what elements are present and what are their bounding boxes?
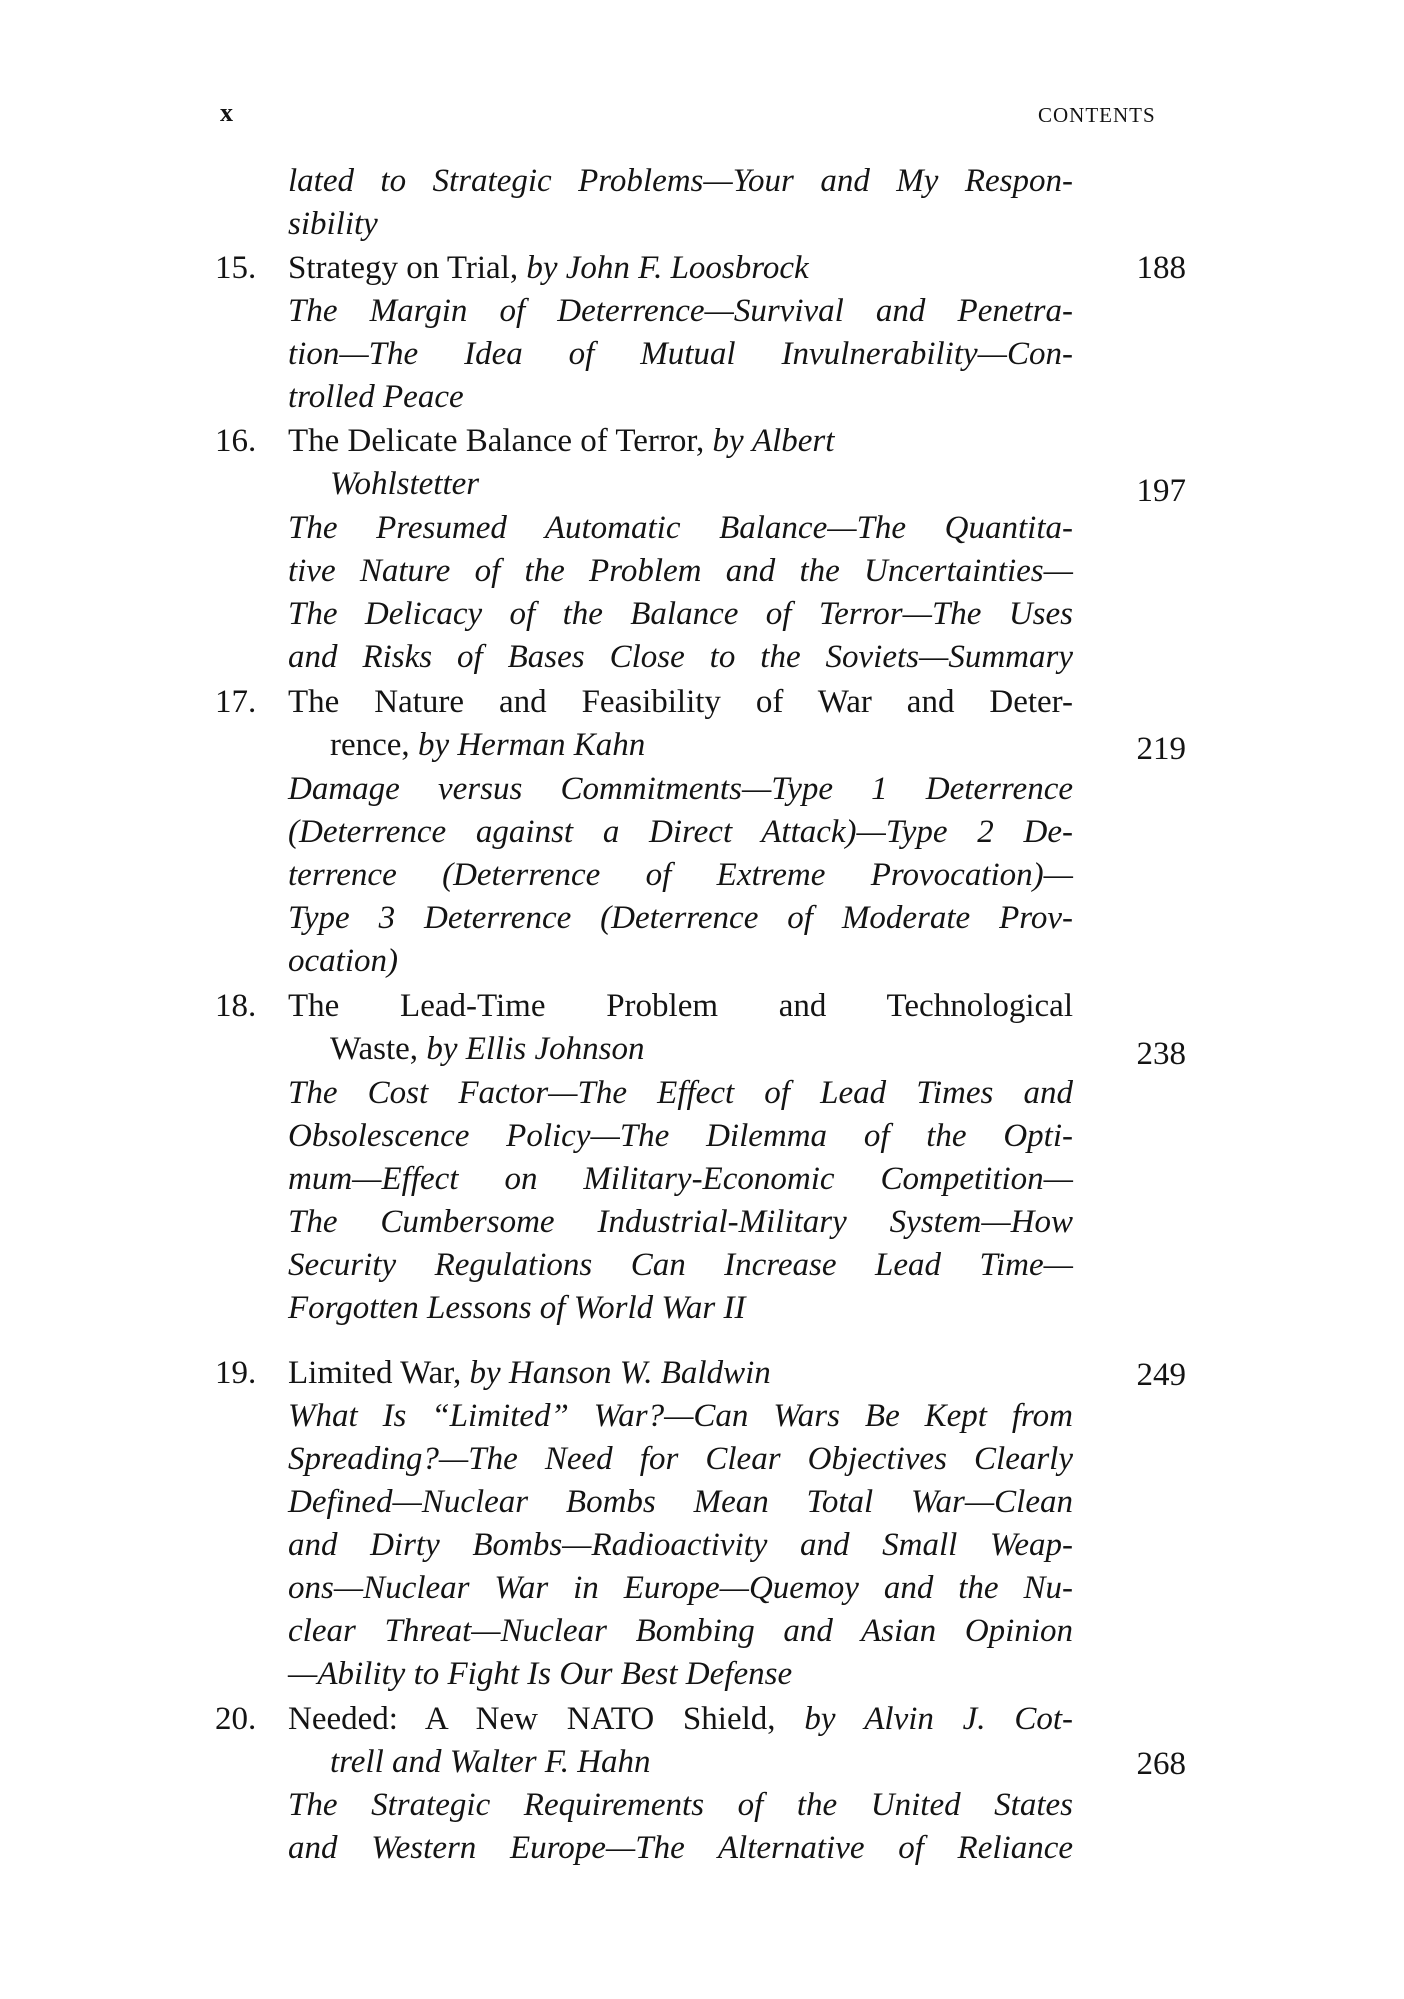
entry-summary-line: ons—Nuclear War in Europe—Quemoy and the Nu- [288,1570,1073,1606]
entry-19-page: 249 [1136,1357,1186,1393]
entry-summary-line: The Cost Factor—The Effect of Lead Times and [288,1075,1073,1111]
entry-title: Strategy on Trial, [288,250,519,286]
entry-16-number: 16. [215,423,257,459]
entry-15-number: 15. [215,250,257,286]
entry-17-title-line-1: The Nature and Feasibility of War and Deter- [288,684,1073,720]
entry-summary-line: The Margin of Deterrence—Survival and Penetra- [288,293,1073,329]
entry-15-page: 188 [1136,250,1186,286]
entry-summary-line: (Deterrence against a Direct Attack)—Type 2 De- [288,814,1073,850]
entry-20-heading [288,1698,1073,1741]
entry-summary-line: terrence (Deterrence of Extreme Provocation)— [288,857,1073,893]
entry-summary-line: Defined—Nuclear Bombs Mean Total War—Clean [288,1484,1073,1520]
entry-author: Albert [751,423,835,459]
entry-16-author-cont: Wohlstetter [330,466,480,502]
entry-20-number: 20. [215,1701,257,1737]
entry-18-number: 18. [215,988,257,1024]
entry-18-title-line-1: The Lead-Time Problem and Technological [288,988,1073,1024]
entry-author: Herman Kahn [457,727,646,763]
entry-summary-line: mum—Effect on Military-Economic Competition— [288,1161,1073,1197]
entry-title: The Delicate Balance of Terror, [288,423,705,459]
entry-15-heading [288,247,1073,290]
entry-17-page: 219 [1136,731,1186,767]
entry-author: John F. Loosbrock [565,250,809,286]
entry-19-number: 19. [215,1355,257,1391]
entry-17-number: 17. [215,684,257,720]
entry-summary-line: tive Nature of the Problem and the Uncertainties— [288,553,1073,589]
continuation-line-1: lated to Strategic Problems—Your and My Respon- [288,163,1073,199]
entry-by: by [804,1701,836,1737]
entry-summary-line: and Western Europe—The Alternative of Reliance [288,1830,1073,1866]
entry-title: Waste, [330,1031,419,1067]
entry-summary-line: The Delicacy of the Balance of Terror—The Uses [288,596,1073,632]
entry-17-heading-cont [330,724,1073,767]
entry-summary-line: clear Threat—Nuclear Bombing and Asian Opinion [288,1613,1073,1649]
entry-author: Ellis Johnson [465,1031,645,1067]
entry-author: Hanson W. Baldwin [508,1355,771,1391]
entry-summary-line: Obsolescence Policy—The Dilemma of the Opti- [288,1118,1073,1154]
entry-summary-line: Spreading?—The Need for Clear Objectives Clearly [288,1441,1073,1477]
entry-summary-line: tion—The Idea of Mutual Invulnerability—Con- [288,336,1073,372]
entry-summary-line: and Dirty Bombs—Radioactivity and Small Weap- [288,1527,1073,1563]
entry-18-page: 238 [1136,1036,1186,1072]
page-number: x [220,98,233,127]
entry-summary-line: Forgotten Lessons of World War II [288,1290,746,1326]
entry-summary-line: Type 3 Deterrence (Deterrence of Moderate Prov- [288,900,1073,936]
entry-20-page: 268 [1136,1746,1186,1782]
entry-summary-line: The Cumbersome Industrial-Military System—How [288,1204,1073,1240]
entry-summary-line: The Strategic Requirements of the United States [288,1787,1073,1823]
entry-18-heading-cont [330,1028,1073,1071]
entry-by: by [417,727,450,763]
entry-by: by [469,1355,501,1391]
entry-by: by [712,423,744,459]
running-head: CONTENTS [1038,103,1156,127]
entry-by: by [526,250,558,286]
entry-summary-line: trolled Peace [288,379,464,415]
entry-title: Limited War, [288,1355,462,1391]
entry-title: rence, [330,727,410,763]
entry-summary-line: Security Regulations Can Increase Lead Time— [288,1247,1073,1283]
entry-20-author-cont: trell and Walter F. Hahn [330,1744,651,1780]
entry-summary-line: What Is “Limited” War?—Can Wars Be Kept from [288,1398,1073,1434]
entry-by: by [426,1031,458,1067]
entry-summary-line: —Ability to Fight Is Our Best Defense [288,1656,793,1692]
entry-summary-line: and Risks of Bases Close to the Soviets—Summary [288,639,1073,675]
entry-title: Needed: A New NATO Shield, [288,1701,776,1737]
entry-16-heading [288,420,1073,463]
entry-summary-line: ocation) [288,943,398,979]
entry-16-page: 197 [1136,473,1186,509]
entry-summary-line: The Presumed Automatic Balance—The Quantita- [288,510,1073,546]
continuation-line-2: sibility [288,206,378,242]
entry-summary-line: Damage versus Commitments—Type 1 Deterrence [288,771,1073,807]
entry-author: Alvin J. Cot- [864,1701,1074,1737]
entry-19-heading [288,1352,1073,1395]
